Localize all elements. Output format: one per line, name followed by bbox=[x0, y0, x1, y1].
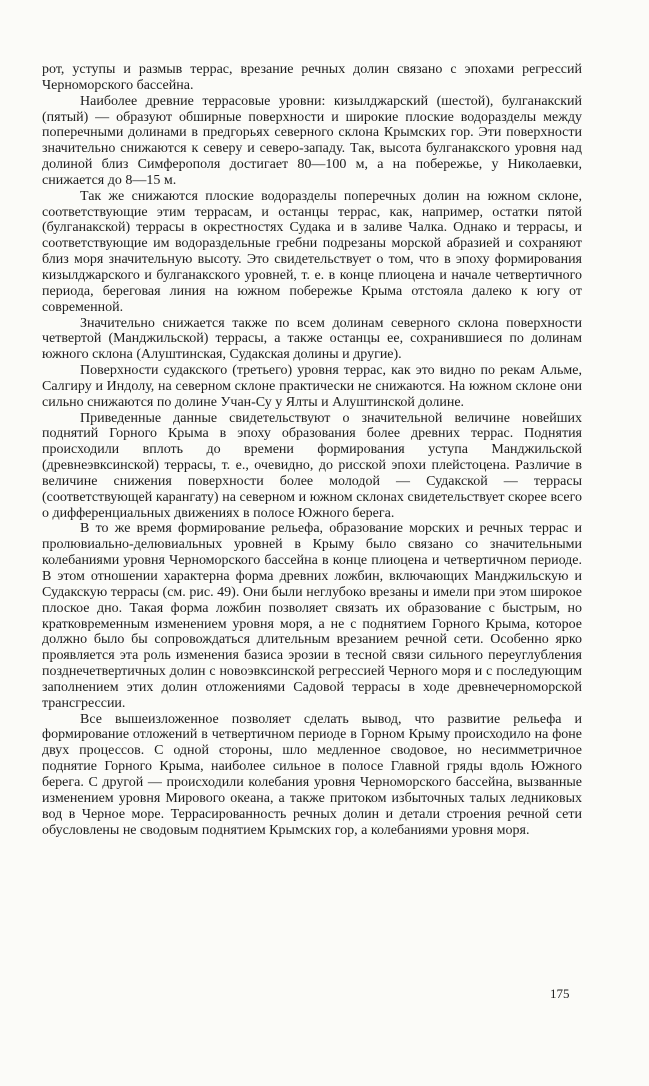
paragraph-terrace-levels: Наиболее древние террасовые уровни: кизылджарский (шестой), булганакский (пятый) — образуют обширные поверхности и широкие плоские водоразделы между поперечными долинами в предгорьях северного склона Крымских гор. Эти поверхности значительно снижаются к северу и северо-западу. Так, высота булганакского уровня над долиной близ Симферополя достигает 80—100 м, а на побережье, у Николаевки, снижается до 8—15 м. bbox=[42, 93, 582, 188]
paragraph-southern-slope: Так же снижаются плоские водоразделы поперечных долин на южном склоне, соответствующие этим террасам, и останцы террас, как, например, остатки пятой (булганакской) террасы в окрестностях Судака и в заливе Чалка. Однако и террасы, и соответствующие им водораздельные гребни подрезаны морской абразией и сохраняют близ моря значительную высоту. Это свидетельствует о том, что в эпоху формирования кизылджарского и булганакского уровней, т. е. в конце плиоцена и начале четвертичного периода, береговая линия на южном побережье Крыма отстояла далеко к югу от современной. bbox=[42, 188, 582, 315]
paragraph-uplift-data: Приведенные данные свидетельствуют о значительной величине новейших поднятий Горного Крыма в эпоху образования более древних террас. Поднятия происходили вплоть до времени формирования уступа Манджильской (древнеэвксинской) террасы, т. е., очевидно, до рисской эпохи плейстоцена. Различие в величине снижения поверхности более молодой — Судакской — террасы (соответствующей карангату) на северном и южном склонах свидетельствует скорее всего о дифференциальных движениях в полосе Южного берега. bbox=[42, 410, 582, 521]
paragraph-sudak-level: Поверхности судакского (третьего) уровня террас, как это видно по рекам Альме, Салгиру и Индолу, на северном склоне практически не снижаются. На южном склоне они сильно снижаются по долине Учан-Су у Ялты и Алуштинской долине. bbox=[42, 363, 582, 410]
page-number: 175 bbox=[550, 986, 570, 1001]
paragraph-continuation: рот, уступы и размыв террас, врезание речных долин связано с эпохами регрессий Черноморского бассейна. bbox=[42, 62, 582, 93]
paragraph-fourth-terrace: Значительно снижается также по всем долинам северного склона поверхности четвертой (Манджильской) террасы, а также останцы ее, сохранившиеся по долинам южного склона (Алуштинская, Судакская долины и другие). bbox=[42, 315, 582, 363]
paragraph-conclusion: Все вышеизложенное позволяет сделать вывод, что развитие рельефа и формирование отложений в четвертичном периоде в Горном Крыму происходило на фоне двух процессов. С одной стороны, шло медленное сводовое, но несимметричное поднятие Горного Крыма, наиболее сильное в полосе Главной гряды вдоль Южного берега. С другой — происходили колебания уровня Черноморского бассейна, вызванные изменением уровня Мирового океана, а также притоком избыточных талых ледниковых вод в Черное море. Террасированность речных долин и детали строения речной сети обусловлены не сводовым поднятием Крымских гор, а колебаниями уровня моря. bbox=[42, 711, 582, 838]
paragraph-sea-level: В то же время формирование рельефа, образование морских и речных террас и пролювиально-делювиальных уровней в Крыму было связано со значительными колебаниями уровня Черноморского бассейна в конце плиоцена и четвертичном периоде. В этом отношении характерна форма древних ложбин, включающих Манджильскую и Судакскую террасы (см. рис. 49). Они были неглубоко врезаны и имели при этом широкое плоское дно. Такая форма ложбин позволяет связать их образование с быстрым, но кратковременным изменением уровня моря, а не с поднятием Горного Крыма, которое должно было бы сопровождаться длительным врезанием речной сети. Особенно ярко проявляется эта роль изменения базиса эрозии в тесной связи сильного переуглубления позднечетвертичных долин с новоэвксинской регрессией Черного моря и с последующим заполнением этих долин отложениями Садовой террасы в ходе древнечерноморской трансгрессии. bbox=[42, 521, 582, 711]
body-text bbox=[42, 62, 582, 838]
